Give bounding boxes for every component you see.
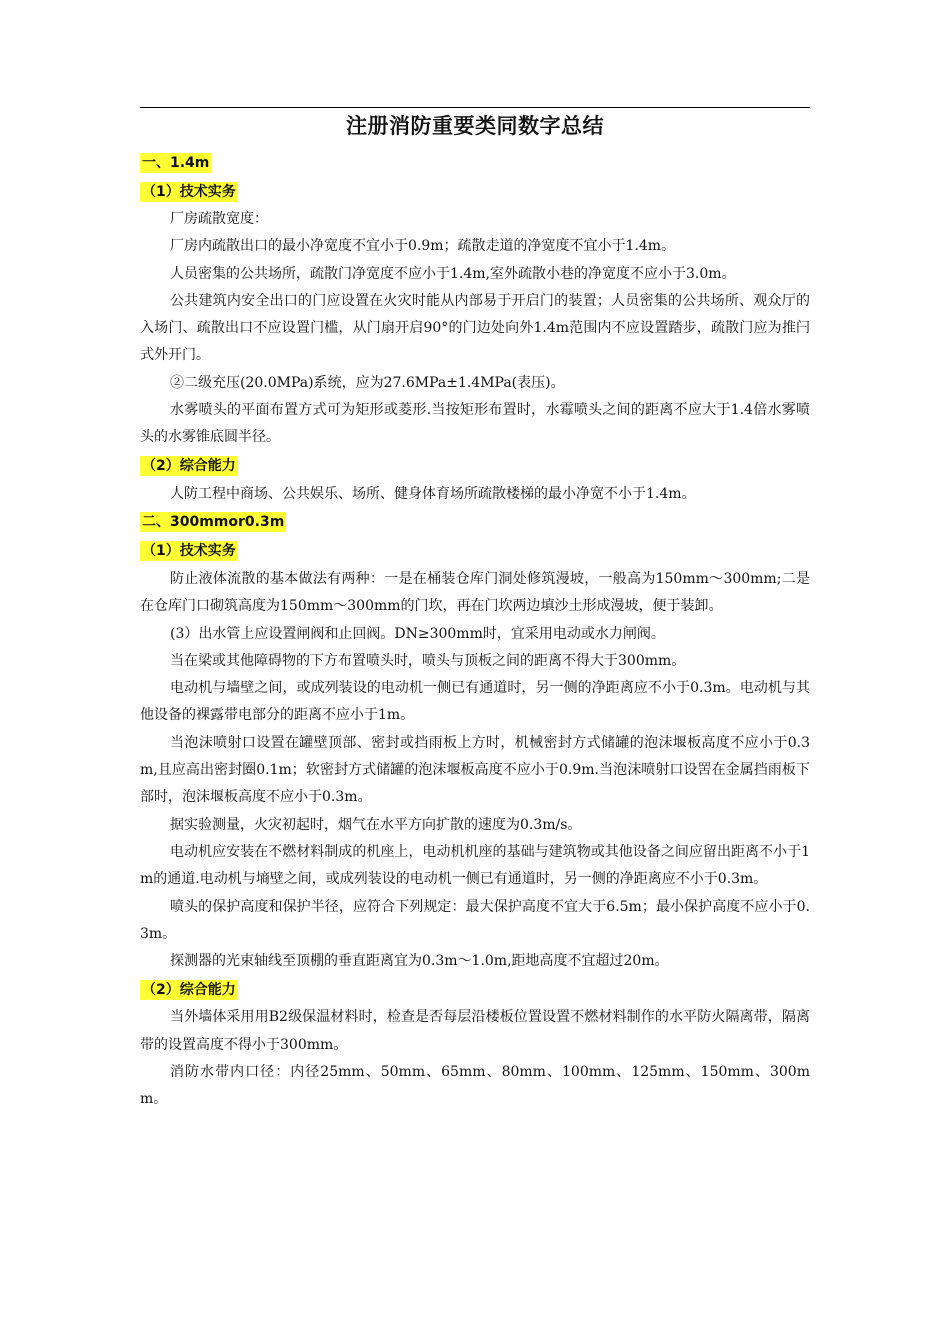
subsection-heading: （1）技术实务	[142, 543, 236, 560]
page-title: 注册消防重要类同数字总结	[346, 114, 604, 138]
section-heading-row	[140, 508, 810, 537]
paragraph: 探测器的光束轴线至顶棚的垂直距离宜为0.3m～1.0m,距地高度不宜超过20m。	[170, 953, 669, 970]
header-rule	[140, 107, 810, 108]
section-heading: 二、300mmor0.3m	[142, 514, 285, 531]
subsection-heading: （2）综合能力	[142, 981, 236, 998]
section-heading-row	[140, 148, 810, 177]
paragraph: 当外墙体采用用B2级保温材料时，检查是否每层沿楼板位置设置不燃材料制作的水平防火隔离带，隔离带的设置高度不得小于300mm。	[140, 1009, 810, 1053]
paragraph: 电动机应安装在不燃材料制成的机座上，电动机机座的基础与建筑物或其他设备之间应留出距离不小于1m的通道.电动机与墒壁之间，或成列装设的电动机一侧已有通道时，另一侧的净距离应不小于0.3m。	[140, 843, 810, 888]
paragraph: ②二级充压(20.0MPa)系统，应为27.6MPa±1.4MPa(表压)。	[170, 374, 565, 391]
subsection-heading-row	[140, 452, 810, 481]
subsection-heading-row	[140, 975, 810, 1004]
paragraph: 厂房疏散宽度：	[170, 211, 268, 227]
section-heading: 一、1.4m	[142, 154, 210, 171]
paragraph: 消防水带内口径：内径25mm、50mm、65mm、80mm、100mm、125mm、150mm、300mm。	[140, 1064, 810, 1108]
paragraph: 公共建筑内安全出口的门应设置在火灾时能从内部易于开启门的装置；人员密集的公共场所、观众厅的入场门、疏散出口不应设置门槛，从门扇开启90°的门边处向外1.4m范围内不应设置踏步，疏散门应为推闩式外开门。	[140, 292, 810, 364]
paragraph: (3）出水管上应设置闸阀和止回阀。DN≥300mm时，宜采用电动或水力闸阀。	[170, 625, 665, 642]
paragraph: 电动机与墙壁之间，或成列装设的电动机一侧已有通道时，另一侧的净距离应不小于0.3m。电动机与其他设备的裸露带电部分的距离不应小于1m。	[140, 680, 810, 724]
document-body	[140, 148, 810, 1114]
paragraph: 喷头的保护高度和保护半径，应符合下列规定：最大保护高度不宜大于6.5m；最小保护高度不应小于0.3m。	[140, 898, 810, 942]
paragraph: 水雾喷头的平面布置方式可为矩形或菱形.当按矩形布置时，水霉喷头之间的距离不应大于1.4倍水雾喷头的水雾锥底圆半径。	[140, 402, 810, 446]
subsection-heading: （2）综合能力	[142, 458, 236, 475]
subsection-heading-row	[140, 537, 810, 566]
paragraph: 当在梁或其他障碍物的下方布置喷头时，喷头与顶板之间的距离不得大于300mm。	[170, 652, 686, 669]
paragraph: 厂房内疏散出口的最小净宽度不宜小于0.9m；疏散走道的净宽度不宜小于1.4m。	[170, 238, 676, 255]
paragraph: 据实验测量，火灾初起时，烟气在水平方向扩散的速度为0.3m/s。	[170, 816, 582, 833]
subsection-heading: （1）技术实务	[142, 183, 236, 200]
subsection-heading-row	[140, 177, 810, 206]
paragraph: 防止液体流散的基本做法有两种：一是在桶装仓库门洞处修筑漫坡，一般高为150mm～300mm;二是在仓库门口砌筑高度为150mm～300mm的门坎，再在门坎两边填沙土形成漫坡，便于装卸。	[140, 570, 810, 615]
paragraph: 人员密集的公共场所，疏散门净宽度不应小于1.4m,室外疏散小巷的净宽度不应小于3.0m。	[170, 265, 736, 282]
paragraph: 当泡沫喷射口设置在罐壁顶部、密封或挡雨板上方时，机械密封方式储罐的泡沫堰板高度不应小于0.3m,且应高出密封圈0.1m；软密封方式储罐的泡沫堰板高度不应小于0.9m.当泡沫喷射口设罟在金属挡雨板下部时，泡沫堰板高度不应小于0.3m。	[140, 734, 810, 806]
paragraph: 人防工程中商场、公共娱乐、场所、健身体育场所疏散楼梯的最小净宽不小于1.4m。	[170, 485, 696, 502]
